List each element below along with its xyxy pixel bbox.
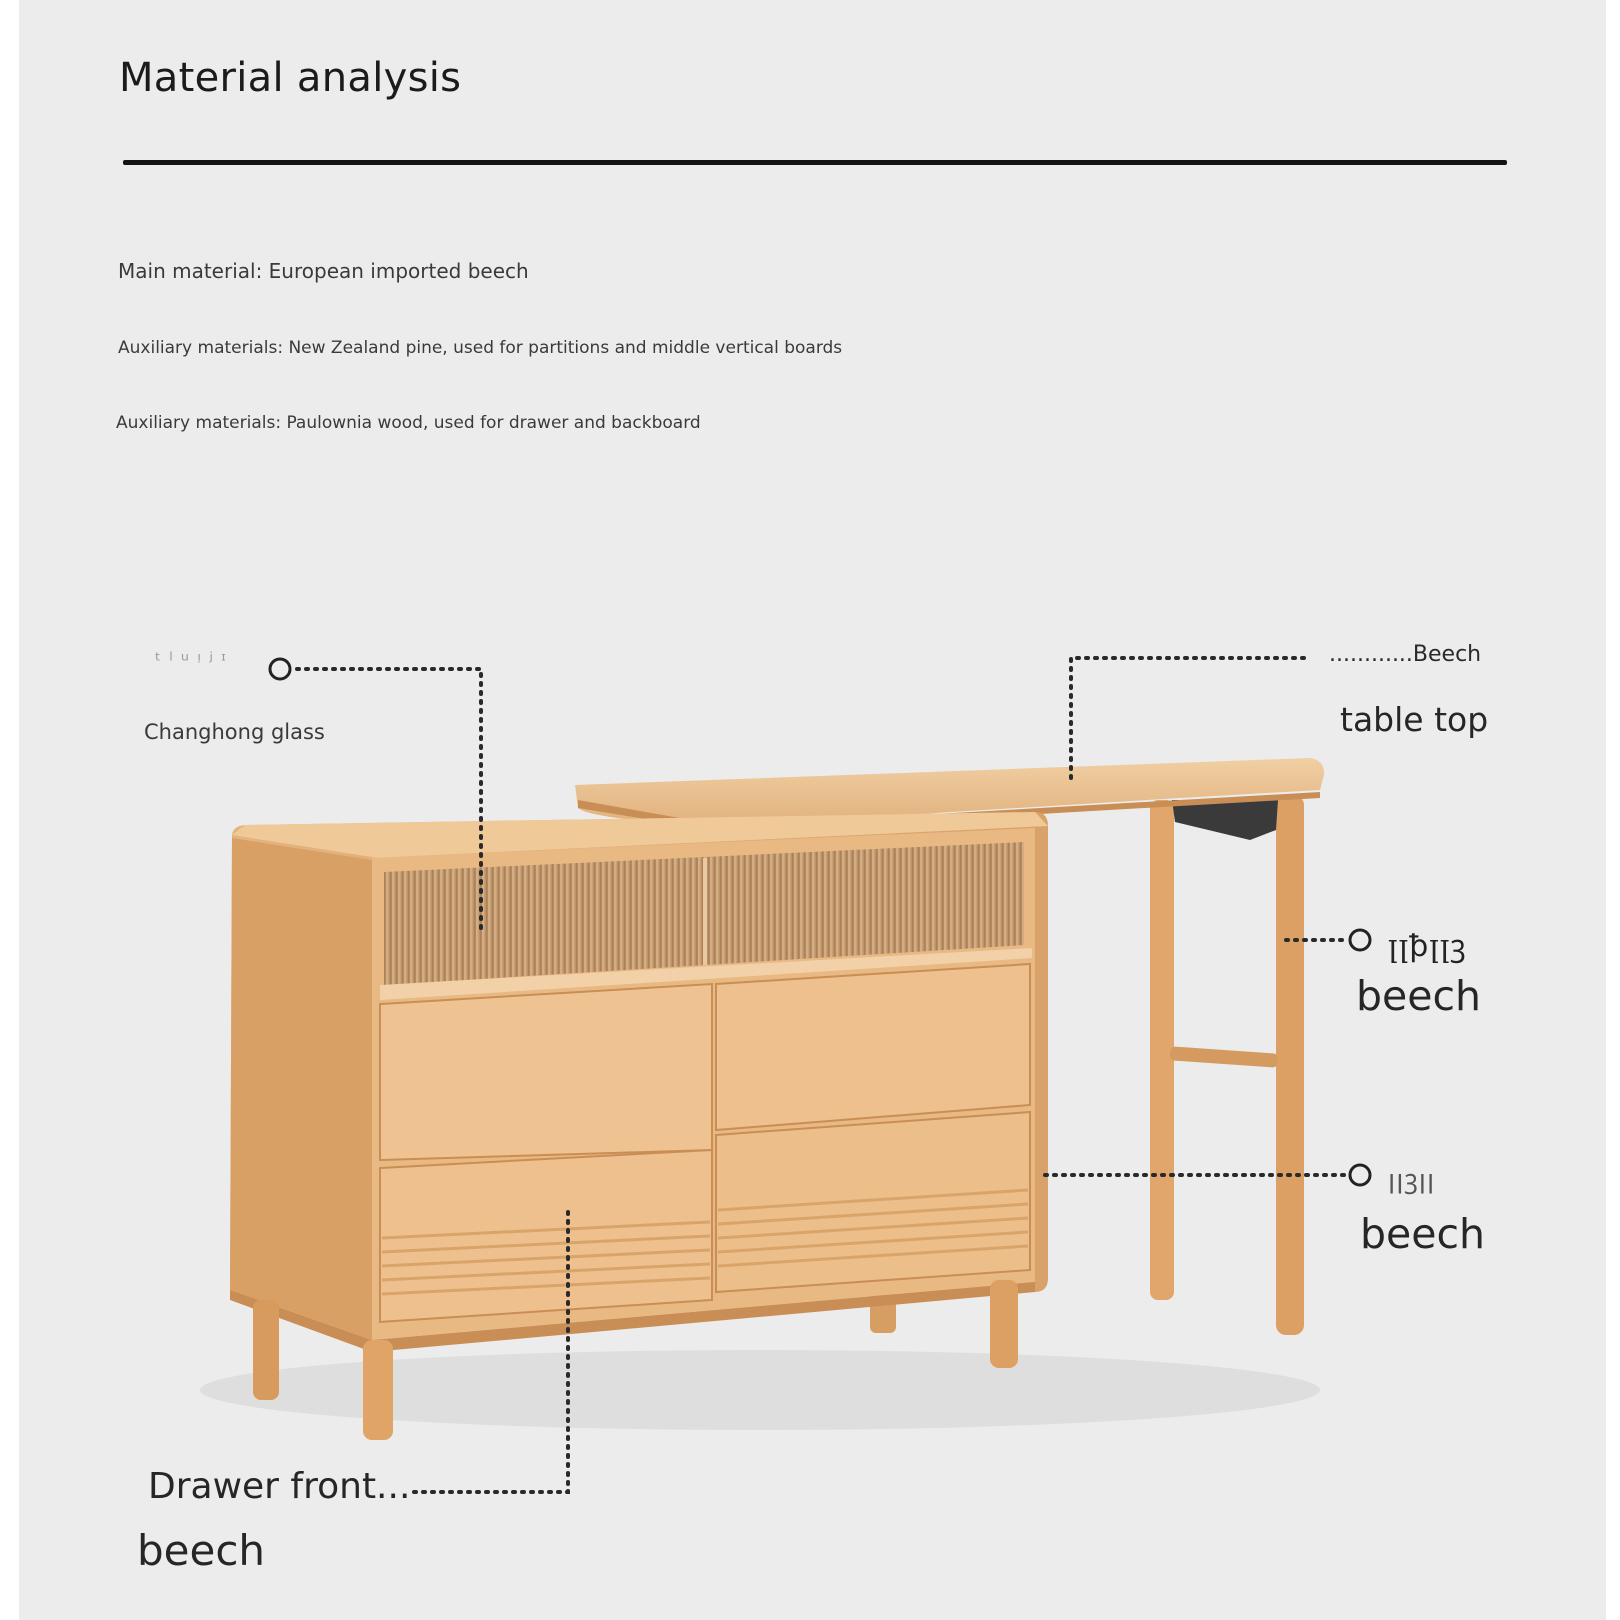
auxiliary-material-paulownia-text: Auxiliary materials: Paulownia wood, used for drawer and backboard: [116, 413, 701, 433]
illegible-label-mark: ꞁꞁꝫꞁꞁ: [1388, 1165, 1436, 1195]
cabinet-leg-front-left: [363, 1340, 393, 1440]
drawer-group: [380, 964, 1030, 1322]
page-title: Material analysis: [119, 55, 462, 101]
callout-dot-glass: [270, 659, 290, 679]
callout-label-glass: Changhong glass: [144, 720, 325, 744]
drawer-top-left: [380, 984, 712, 1160]
drawer-bottom-right: [716, 1112, 1030, 1292]
callout-dot-leg: [1350, 930, 1370, 950]
desk-leg-front: [1276, 795, 1304, 1335]
auxiliary-material-pine-text: Auxiliary materials: New Zealand pine, used for partitions and middle vertical boards: [118, 338, 843, 358]
cabinet-leg-front-left-rear: [253, 1300, 279, 1400]
callout-label-table-top: table top: [1340, 700, 1489, 739]
callout-label-rail-beech: beech: [1360, 1210, 1486, 1258]
callout-label-beech-prefix: ............Beech: [1329, 642, 1482, 667]
cabinet-side-panel: [230, 838, 372, 1340]
desk-stretcher: [1170, 1046, 1279, 1067]
main-material-text: Main material: European imported beech: [118, 259, 529, 283]
callout-dot-rail: [1350, 1165, 1370, 1185]
desk-bracket: [1172, 800, 1278, 840]
callout-label-leg-beech: beech: [1356, 972, 1482, 1020]
illegible-label-mark: ᵗ ˡ ᵘ ᵎ ʲ ᶦ: [155, 648, 228, 672]
callout-label-drawer-beech: beech: [137, 1526, 266, 1575]
cabinet-leg-front-right: [990, 1280, 1018, 1368]
drawer-top-right: [716, 964, 1030, 1130]
callout-label-drawer-front: Drawer front...: [148, 1466, 411, 1507]
illegible-label-mark: ꞁꞁꝥꞁꞁꝫ: [1388, 929, 1467, 964]
desk-leg-rear: [1150, 800, 1174, 1300]
